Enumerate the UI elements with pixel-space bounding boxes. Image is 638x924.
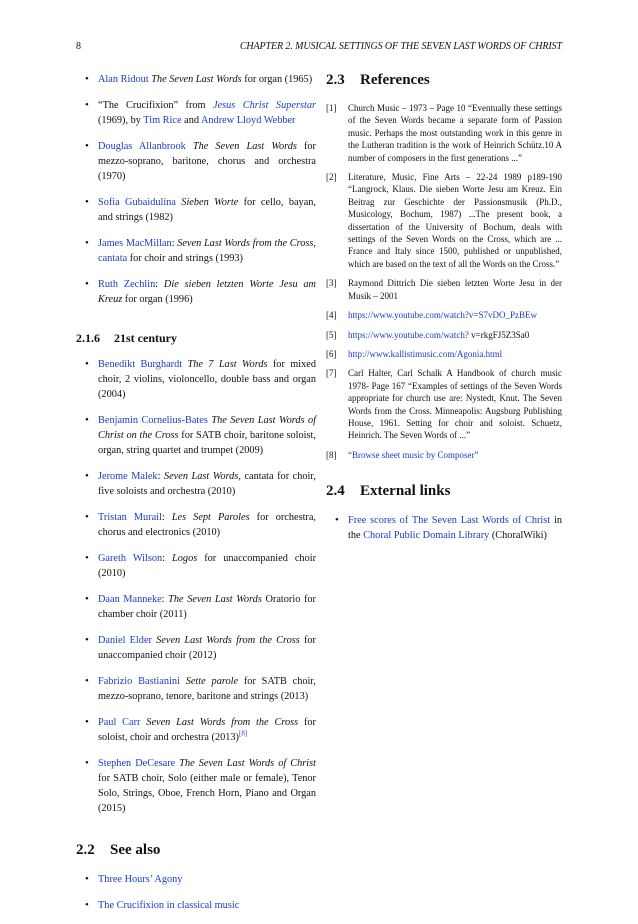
text-run: and xyxy=(181,115,201,126)
text-run: “The Crucifixion” from xyxy=(98,100,213,111)
hyperlink[interactable]: Jerome Malek xyxy=(98,471,158,482)
external-links-list xyxy=(326,513,562,543)
list-item xyxy=(76,592,316,622)
work-title: Die sieben letzten Worte Jesu am Kreuz xyxy=(98,279,316,305)
reference-number: [2] xyxy=(326,172,337,183)
section-title: References xyxy=(360,72,430,88)
reference-item xyxy=(326,309,562,321)
works-list-20th xyxy=(76,72,316,307)
text-run: (ChoralWiki) xyxy=(489,530,547,542)
hyperlink[interactable]: Sofia Gubaidulina xyxy=(98,197,176,208)
text-run: for cello, bayan, and strings (1982) xyxy=(98,197,316,223)
works-list-21st xyxy=(76,357,316,816)
section-number: 2.1.6 xyxy=(76,331,100,345)
text-run: for orchestra, chorus and electronics (2010) xyxy=(98,512,317,538)
text-run: Literature, Music, Fine Arts – 22-24 1989 p189-190 “Langrock, Klaus. Die sieben Worte Jesu am Kreuz. Ein Beitrag zur Geschichte der Passionsmusik (Ph.D., Musicology, Bochum, 1987) ...The present book, a dissertation of the University of Bochum, deals with settings of the Seven Words on the Cross, which are ... France and Italy since 1500, published or unpublished, which are based on the text of all the Words on the Cross.” xyxy=(348,172,562,269)
left-column xyxy=(76,72,316,924)
reference-item xyxy=(326,102,562,164)
running-header xyxy=(76,41,562,55)
work-title: The Seven Last Words xyxy=(168,594,262,605)
text-run: : xyxy=(161,512,172,523)
work-title: The Seven Last Words xyxy=(151,74,242,85)
text-run: for mezzo-soprano, baritone, chorus and orchestra (1970) xyxy=(98,141,316,182)
hyperlink[interactable]: Benjamin Cornelius-Bates xyxy=(98,415,208,426)
list-item xyxy=(76,633,316,663)
work-title: The Seven Last Words xyxy=(192,141,297,152)
text-run: : xyxy=(162,553,173,564)
list-item xyxy=(76,756,316,816)
text-run: for SATB choir, baritone soloist, organ, string quartet and trumpet (2009) xyxy=(98,430,316,456)
text-run: (1969), by xyxy=(98,115,144,126)
hyperlink[interactable]: Gareth Wilson xyxy=(98,553,163,564)
text-run: : xyxy=(157,471,164,482)
hyperlink[interactable]: cantata xyxy=(98,253,128,264)
reference-item xyxy=(326,329,562,341)
hyperlink[interactable]: Douglas Allanbrook xyxy=(98,141,186,152)
work-title: Logos xyxy=(172,553,198,564)
section-title: See also xyxy=(110,842,161,858)
work-title: The Seven Last Words of Christ on the Cross xyxy=(98,415,316,441)
text-run: Carl Halter, Carl Schalk A Handbook of church music 1978- Page 167 “Examples of settings of the Seven Words appropriate for church use are: Nystedt, Knut. The Seven Words from the Cross. Minneapolis: Augsburg Publishing House, 1961. Setting for choir and soloist. Schuetz, Heinrich. The Seven Words of ...” xyxy=(348,368,562,441)
hyperlink[interactable]: James MacMillan xyxy=(98,238,172,249)
text-run: for organ (1965) xyxy=(241,74,313,85)
hyperlink[interactable]: Free scores of The Seven Last Words of Christ xyxy=(348,515,551,527)
text-run: v=rkgFJ5Z3Sa0 xyxy=(468,329,530,340)
list-item xyxy=(76,139,316,184)
text-run: Raymond Dittrich Die sieben letzten Worte Jesu in der Musik – 2001 xyxy=(348,278,562,301)
work-title: Seven Last Words from the Cross xyxy=(177,238,314,249)
reference-number: [4] xyxy=(326,310,337,321)
text-run xyxy=(186,141,193,152)
hyperlink[interactable]: Daniel Elder xyxy=(98,635,152,646)
text-run: : xyxy=(161,594,169,605)
hyperlink[interactable]: https://www.youtube.com/watch?v=S7vDO_PzBEw xyxy=(348,310,537,321)
reference-number: [7] xyxy=(326,368,337,379)
work-title: The Seven Last Words of Christ xyxy=(179,758,316,769)
text-run: for choir and strings (1993) xyxy=(127,253,243,264)
work-title: Seven Last Words from the Cross xyxy=(156,635,300,646)
hyperlink[interactable]: Alan Ridout xyxy=(98,74,149,85)
citation-link[interactable]: [8] xyxy=(238,729,248,738)
list-item xyxy=(76,413,316,458)
text-run: for soloist, choir and orchestra (2013) xyxy=(98,717,316,743)
hyperlink[interactable]: Three Hours’ Agony xyxy=(98,874,183,885)
hyperlink[interactable]: Ruth Zechlin xyxy=(98,279,156,290)
work-title: Sette parole xyxy=(185,676,239,687)
hyperlink[interactable]: Jesus Christ Superstar xyxy=(212,100,316,111)
reference-item xyxy=(326,449,562,461)
list-item xyxy=(76,72,316,87)
list-item xyxy=(76,872,316,887)
page-number: 8 xyxy=(76,41,81,52)
hyperlink[interactable]: https://www.youtube.com/watch? xyxy=(348,329,469,340)
hyperlink[interactable]: Choral Public Domain Library xyxy=(363,530,490,542)
see-also-list xyxy=(76,872,316,913)
hyperlink[interactable]: The Crucifixion in classical music xyxy=(98,900,240,911)
list-item xyxy=(76,674,316,704)
text-run: for unaccompanied choir (2010) xyxy=(98,553,317,579)
reference-number: [6] xyxy=(326,348,337,359)
list-item xyxy=(76,715,316,745)
hyperlink[interactable]: Stephen DeCesare xyxy=(98,758,176,769)
section-heading-2-1-6 xyxy=(76,331,316,349)
list-item xyxy=(76,469,316,499)
reference-item xyxy=(326,348,562,360)
list-item xyxy=(326,513,562,543)
section-title: External links xyxy=(360,483,451,500)
text-run: Oratorio for chamber choir (2011) xyxy=(98,594,316,620)
reference-item xyxy=(326,367,562,441)
work-title: Seven Last Words from the Cross xyxy=(146,717,299,728)
text-run: in the xyxy=(348,515,562,542)
list-item xyxy=(76,551,316,581)
hyperlink[interactable]: “Browse sheet music by Composer” xyxy=(348,449,479,460)
chapter-title: CHAPTER 2. MUSICAL SETTINGS OF THE SEVEN LAST WORDS OF CHRIST xyxy=(239,41,562,52)
section-title: 21st century xyxy=(114,331,177,345)
reference-number: [5] xyxy=(326,329,337,340)
text-run: , xyxy=(313,238,316,249)
section-number: 2.3 xyxy=(326,72,345,88)
hyperlink[interactable]: Andrew Lloyd Webber xyxy=(201,115,296,126)
hyperlink[interactable]: Paul Carr xyxy=(98,717,141,728)
text-run: for SATB choir, mezzo-soprano, tenore, baritone and strings (2013) xyxy=(98,676,316,702)
list-item xyxy=(76,510,316,540)
text-run: Church Music – 1973 – Page 10 “Eventually these settings of the Seven Words became a separate form of Passion music. Perhaps the most outstanding work in this genre in the Lutheran tradition is the work of Heinrich Schütz.10 A number of composers in the first generations ...” xyxy=(348,103,562,163)
list-item xyxy=(76,357,316,402)
hyperlink[interactable]: Tim Rice xyxy=(143,115,182,126)
reference-number: [3] xyxy=(326,278,337,289)
reference-number: [1] xyxy=(326,103,337,113)
list-item xyxy=(76,98,316,128)
work-title: Sieben Worte xyxy=(181,197,239,208)
text-run: , cantata for choir, five soloists and orchestra (2010) xyxy=(98,471,316,497)
work-title: Seven Last Words xyxy=(163,471,239,482)
section-heading-2-2 xyxy=(76,842,316,864)
hyperlink[interactable]: http://www.kallistimusic.com/Agonia.html xyxy=(348,348,503,359)
references-list xyxy=(326,102,562,461)
hyperlink[interactable]: Benedikt Burghardt xyxy=(98,359,183,370)
section-heading-2-4 xyxy=(326,483,562,505)
hyperlink[interactable]: Daan Manneke xyxy=(98,594,162,605)
text-run: : xyxy=(155,279,164,290)
reference-item xyxy=(326,171,562,270)
section-number: 2.4 xyxy=(326,483,345,500)
text-run: : xyxy=(171,238,178,249)
text-run: for organ (1996) xyxy=(122,294,193,305)
reference-item xyxy=(326,277,562,302)
list-item xyxy=(76,195,316,225)
hyperlink[interactable]: Fabrizio Bastianini xyxy=(98,676,180,687)
list-item xyxy=(76,277,316,307)
work-title: Les Sept Paroles xyxy=(171,512,250,523)
work-title: The 7 Last Words xyxy=(187,359,268,370)
list-item xyxy=(76,898,316,913)
right-column xyxy=(326,72,562,554)
list-item xyxy=(76,236,316,266)
reference-number: [8] xyxy=(326,449,337,460)
section-number: 2.2 xyxy=(76,842,95,858)
text-run: for SATB choir, Solo (either male or female), Tenor Solo, Strings, Oboe, French Horn, Piano and Organ (2015) xyxy=(98,773,316,814)
text-run: for mixed choir, 2 violins, violoncello, double bass and organ (2004) xyxy=(98,359,316,400)
hyperlink[interactable]: Tristan Murail xyxy=(98,512,162,523)
text-run: for unaccompanied choir (2012) xyxy=(98,635,316,661)
section-heading-2-3 xyxy=(326,72,562,94)
